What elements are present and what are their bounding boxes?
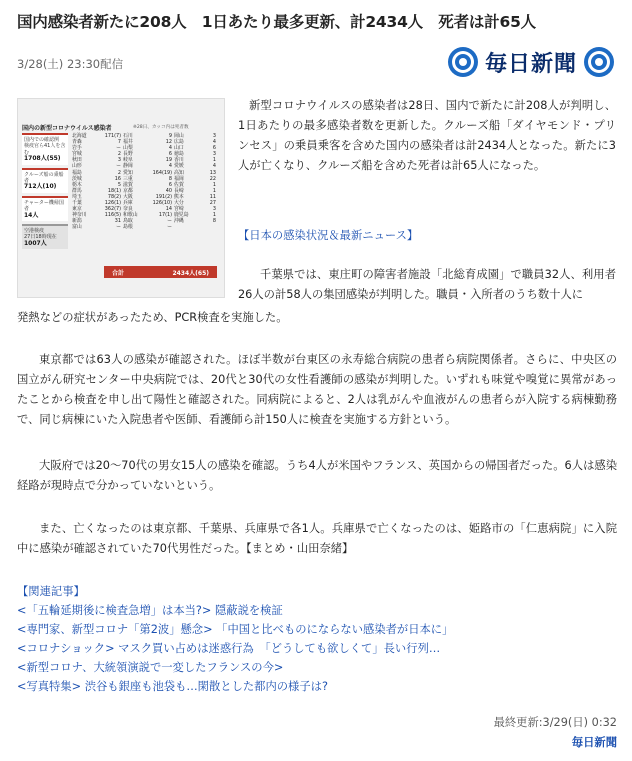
prefecture-count: 8 (168, 175, 172, 182)
prefecture-count: 19 (165, 157, 172, 164)
prefecture-count: 40 (165, 187, 172, 194)
prefecture-name: 愛知 (123, 169, 133, 176)
total-label: 合計 (112, 269, 125, 277)
summary-box-cruise (22, 168, 68, 193)
prefecture-name: 奈良 (123, 206, 133, 213)
related-article-link[interactable]: <写真特集> 渋谷も銀座も池袋も…閑散とした都内の様子は? (17, 680, 328, 693)
prefecture-count: 126(10) (152, 200, 172, 207)
prefecture-name: 大阪 (123, 193, 133, 200)
related-articles-list (17, 601, 453, 696)
prefecture-count: 18(1) (107, 187, 121, 194)
prefecture-name: 高知 (174, 169, 184, 176)
prefecture-name: 東京 (72, 206, 82, 213)
prefecture-count: 4 (212, 139, 216, 146)
paragraph-3: 東京都では63人の感染が確認された。ほぼ半数が台東区の永寿総合病院の患者ら病院関係者。さらに、中央区の国立がん研究センター中央病院では、20代と30代の女性看護師の感染が判明した。いずれも味覚や嗅覚に異常があったことから検査を申し出て陽性と確認された。同病院によると、2人は乳がんや血液がんの患者らが入院する病棟勤務で、同じ病棟にいた入院患者や医師、看護師ら計150人に検査を実施する方針という。 (17, 353, 617, 426)
prefecture-row (72, 224, 121, 230)
summary-box-value: 1007人 (24, 239, 47, 247)
last-updated: 最終更新:3/29(日) 0:32 (493, 716, 617, 729)
prefecture-count: 191(2) (155, 193, 172, 200)
prefecture-count: 1 (212, 157, 216, 164)
prefecture-name: 長野 (123, 151, 133, 158)
prefecture-name: 埼玉 (72, 193, 82, 200)
prefecture-count: ー (116, 145, 121, 152)
prefecture-name: 鳥取 (123, 218, 133, 225)
summary-box-sub: 27日18時現在 (24, 234, 57, 241)
prefecture-count: 1 (212, 181, 216, 188)
related-article-link[interactable]: <新型コロナ、大統領演説で一変したフランスの今> (17, 661, 284, 674)
prefecture-count: 78(2) (107, 193, 121, 200)
prefecture-count: 7 (117, 139, 121, 146)
prefecture-count: 2 (117, 151, 121, 158)
prefecture-name: 栃木 (72, 181, 82, 188)
prefecture-name: 熊本 (174, 193, 184, 200)
paragraph-2: 千葉県では、東庄町の障害者施設「北総育成園」で職員32人、利用者26人の計58人の集団感染が判明した。職員・入所者のうち数十人に (238, 268, 616, 301)
prefecture-name: 福岡 (174, 175, 184, 182)
prefecture-row (123, 224, 172, 230)
prefecture-name: 富山 (72, 224, 82, 231)
prefecture-name: 茨城 (72, 175, 82, 182)
prefecture-count: 31 (114, 218, 121, 225)
mainichi-emblem-icon (447, 46, 479, 78)
paragraph-4: 大阪府では20～70代の男女15人の感染を確認。うち4人が米国やフランス、英国からの帰国者だった。6人は感染経路が現時点で分かっていないという。 (17, 459, 617, 492)
prefecture-count: 12 (165, 139, 172, 146)
logo-text: 毎日新聞 (485, 50, 578, 77)
prefecture-count: 3 (212, 206, 216, 213)
prefecture-count: 6 (168, 151, 172, 158)
prefecture-count: ー (167, 224, 172, 231)
paragraph-1: 新型コロナウイルスの感染者は28日、国内で新たに計208人が判明し、1日あたりの最多感染者数を更新した。クルーズ船「ダイヤモンド・プリンセス」の乗員乗客を含めた国内の感染者は計2434人となった。新たに3人が亡くなり、クルーズ船を含めた死者は計65人になった。 (238, 99, 616, 172)
prefecture-name: 兵庫 (123, 200, 133, 207)
prefecture-count: 9 (168, 133, 172, 139)
prefecture-name: 新潟 (72, 218, 82, 225)
paragraph-2-continued: 発熱などの症状があったため、PCR検査を実施した。 (17, 311, 288, 324)
prefecture-count: 6 (212, 145, 216, 152)
prefecture-count: 4 (212, 163, 216, 170)
prefecture-count: 4 (168, 163, 172, 170)
prefecture-count: ー (116, 163, 121, 170)
prefecture-count: 13 (209, 169, 216, 176)
source-link[interactable]: 毎日新聞 (571, 736, 617, 749)
prefecture-name: 沖縄 (174, 218, 184, 225)
figure-summary-boxes (22, 133, 68, 277)
prefecture-count: ー (116, 224, 121, 231)
prefecture-count: 1 (212, 212, 216, 219)
prefecture-name: 愛媛 (174, 163, 184, 170)
related-article-link[interactable]: <コロナショック> マスク買い占めは迷惑行為 「どうしても欲しくて」長い行列… (17, 642, 441, 655)
prefecture-name: 三重 (123, 175, 133, 182)
prefecture-name: 岡山 (174, 133, 184, 139)
prefecture-count: 1 (212, 187, 216, 194)
summary-box-airport (22, 224, 68, 249)
summary-box-value: 712人(10) (24, 183, 57, 191)
prefecture-count: 8 (212, 218, 216, 225)
prefecture-count: 6 (168, 181, 172, 188)
prefecture-name: 島根 (123, 224, 133, 231)
prefecture-name: 石川 (123, 133, 133, 139)
prefecture-name: 青森 (72, 139, 82, 146)
related-article-link[interactable]: <「五輪延期後に検査急増」は本当?> 隠蔽説を検証 (17, 604, 283, 617)
prefecture-count: ー (167, 218, 172, 225)
prefecture-column (72, 133, 121, 231)
related-article-link[interactable]: <専門家、新型コロナ「第2波」懸念> 「中国と比べものにならない感染者が日本に」 (17, 623, 454, 636)
figure-heading: 国内の新型コロナウイルス感染者 (22, 125, 112, 132)
prefecture-count: 16 (114, 175, 121, 182)
prefecture-row (174, 218, 216, 224)
prefecture-count: 3 (117, 157, 121, 164)
summary-box-value: 14人 (24, 211, 39, 219)
mainichi-logo[interactable] (447, 44, 615, 80)
prefecture-count: 11 (209, 193, 216, 200)
prefecture-count: 22 (209, 175, 216, 182)
summary-box-domestic (22, 133, 68, 165)
prefecture-count: 116(5) (104, 212, 121, 219)
summary-box-value: 1708人(55) (24, 155, 61, 163)
prefecture-name: 京都 (123, 187, 133, 194)
total-value: 2434人(65) (172, 269, 209, 277)
summary-box-label: チャーター機帰国者 (24, 199, 64, 213)
figure-total-bar (104, 266, 217, 278)
prefecture-name: 山口 (174, 145, 184, 152)
paragraph-5: また、亡くなったのは東京都、千葉県、兵庫県で各1人。兵庫県で亡くなったのは、姫路市の「仁恵病院」に入院中に感染が確認されていた70代男性だった。【まとめ・山田奈緒】 (17, 522, 617, 555)
prefecture-count: 164(19) (152, 169, 172, 176)
prefecture-name: 広島 (174, 139, 184, 146)
prefecture-name: 福島 (72, 169, 82, 176)
prefecture-name: 宮崎 (174, 206, 184, 213)
prefecture-name: 長崎 (174, 187, 184, 194)
summary-box-charter (22, 196, 68, 221)
publish-date: 3/28(土) 23:30配信 (17, 57, 124, 71)
prefecture-count: 5 (117, 181, 121, 188)
prefecture-name: 宮城 (72, 151, 82, 158)
prefecture-name: 佐賀 (174, 181, 184, 188)
prefecture-name: 山形 (72, 163, 82, 170)
prefecture-count: 27 (209, 200, 216, 207)
summary-box-label: 国内での確認例 (24, 137, 60, 143)
prefecture-count: 2 (117, 169, 121, 176)
prefecture-count: 3 (212, 133, 216, 139)
prefecture-name: 秋田 (72, 157, 82, 164)
summary-box-label: 空港検疫 (24, 228, 45, 235)
article-headline: 国内感染者新たに208人 1日あたり最多更新、計2434人 死者は計65人 (17, 13, 536, 31)
prefecture-count: 4 (168, 145, 172, 152)
prefecture-name: 福井 (123, 139, 133, 146)
figure-note: ※28日、カッコ内は死者数 (133, 125, 189, 130)
prefecture-name: 滋賀 (123, 181, 133, 188)
prefecture-name: 山梨 (123, 145, 133, 152)
summary-box-sub: 検疫官ら41人を含む (24, 143, 66, 156)
summary-box-label: クルーズ船の乗船者 (24, 171, 64, 185)
prefecture-column (123, 133, 172, 231)
prefecture-name: 群馬 (72, 187, 82, 194)
prefecture-count: 362(7) (104, 206, 121, 213)
prefecture-count: 3 (212, 151, 216, 158)
prefecture-name: 神奈川 (72, 212, 87, 219)
prefecture-name: 和歌山 (123, 212, 138, 219)
prefecture-name: 香川 (174, 157, 184, 164)
prefecture-count: 14 (165, 206, 172, 213)
prefecture-name: 徳島 (174, 151, 184, 158)
prefecture-name: 大分 (174, 200, 184, 207)
infection-status-link[interactable]: 【日本の感染状況＆最新ニュース】 (238, 229, 419, 242)
prefecture-count: 126(1) (104, 200, 121, 207)
mainichi-emblem-icon (583, 46, 615, 78)
prefecture-name: 岩手 (72, 145, 82, 152)
prefecture-name: 千葉 (72, 200, 82, 207)
prefecture-name: 北海道 (72, 133, 87, 139)
prefecture-count: 171(7) (104, 133, 121, 139)
prefecture-column (174, 133, 216, 224)
prefecture-count: 17(1) (158, 212, 172, 219)
related-articles-title: 【関連記事】 (17, 585, 85, 598)
prefecture-name: 鹿児島 (174, 212, 189, 219)
prefecture-name: 静岡 (123, 163, 133, 170)
prefecture-name: 岐阜 (123, 157, 133, 164)
